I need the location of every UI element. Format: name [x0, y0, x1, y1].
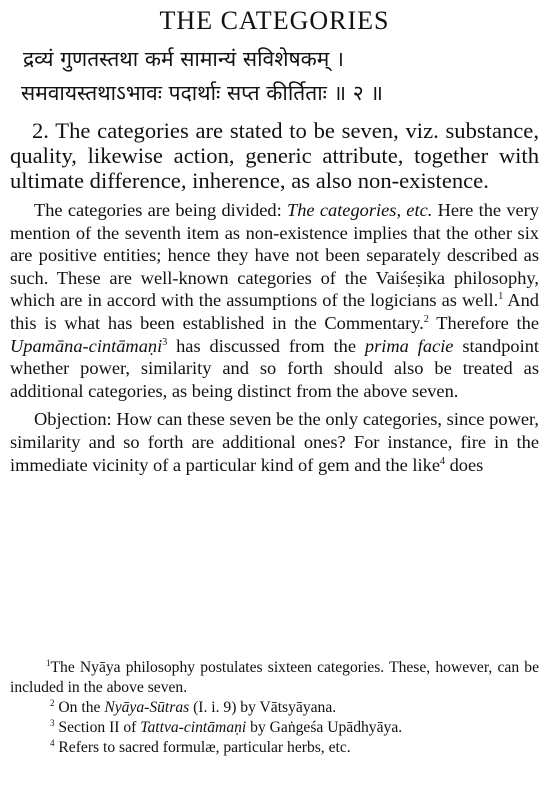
- verse-number: 2.: [32, 118, 49, 143]
- footnote-3-marker: 3: [50, 717, 55, 728]
- sanskrit-verse: [10, 42, 539, 110]
- footnote-ref-3: 3: [162, 336, 168, 348]
- footnote-ref-1: 1: [498, 291, 504, 303]
- running-head: THE CATEGORIES: [159, 6, 390, 35]
- commentary-paragraph-1: [10, 199, 539, 402]
- p1-text-3: And this is what has been established in the Commentary.: [10, 290, 540, 333]
- book-page: [0, 6, 549, 805]
- p1-text-1: The categories are being divided:: [34, 200, 287, 220]
- footnote-3-text-b: by Gaṅgeśa Upādhyāya.: [246, 719, 403, 736]
- footnote-3-text-a: Section II of: [58, 719, 141, 736]
- footnotes: [10, 658, 539, 758]
- footnote-2-text-b: (I. i. 9) by Vātsyāyana.: [189, 699, 337, 716]
- p1-italic-2: Upamāna-cintāmaṇi: [10, 335, 163, 356]
- footnote-4-text: Refers to sacred formulæ, particular herbs, etc.: [58, 739, 351, 756]
- footnote-1: [10, 658, 539, 698]
- footnote-4-marker: 4: [50, 737, 55, 748]
- footnote-2: [10, 698, 539, 718]
- p2-text-1: Objection: How can these seven be the only categories, since power, similarity and so forth are additional ones? For instance, fire in the immediate vicinity of a particular kind of gem and the like: [10, 409, 539, 475]
- p1-italic-1: The categories, etc.: [287, 200, 433, 220]
- commentary-paragraph-2: [10, 408, 539, 476]
- footnote-1-text: The Nyāya philosophy postulates sixteen categories. These, however, can be included in the above seven.: [10, 659, 539, 696]
- translation-text: The categories are stated to be seven, viz. substance, quality, likewise action, generic attribute, together with ultimate difference, inherence, as also non-existence.: [10, 118, 539, 193]
- p2-text-2: does: [445, 454, 484, 475]
- p1-text-5: has discussed from the: [167, 335, 365, 356]
- verse-line-2: समवायस्तथाऽभावः पदार्थाः सप्त कीर्तिताः ॥ २ ॥: [21, 81, 383, 105]
- footnote-2-marker: 2: [50, 697, 55, 708]
- footnote-3-italic: Tattva-cintāmaṇi: [140, 719, 247, 736]
- footnote-ref-2: 2: [423, 313, 429, 325]
- p1-text-4: Therefore the: [428, 312, 539, 333]
- p1-text-2: Here the very mention of the seventh item as non-existence implies that the other six are positive entities; hence they have not been separately described as such. These are well-known categories of the Vaiśeṣika philosophy, which are in accord with the assumptions of the logicians as well.: [10, 200, 539, 311]
- verse-line-1: द्रव्यं गुणतस्तथा कर्म सामान्यं सविशेषकम् ।: [23, 47, 344, 71]
- p1-text-6: standpoint whether power, similarity and so forth should also be treated as additional categories, as being distinct from the above seven.: [10, 335, 539, 401]
- footnote-4: [10, 738, 539, 758]
- footnote-3: [10, 718, 539, 738]
- footnote-ref-4: 4: [440, 455, 445, 467]
- footnote-2-italic: Nyāya-Sūtras: [104, 699, 190, 716]
- footnote-2-text-a: On the: [58, 699, 105, 716]
- footnote-1-marker: 1: [46, 657, 51, 668]
- p1-italic-3: prima facie: [364, 335, 454, 356]
- verse-translation: [10, 118, 539, 193]
